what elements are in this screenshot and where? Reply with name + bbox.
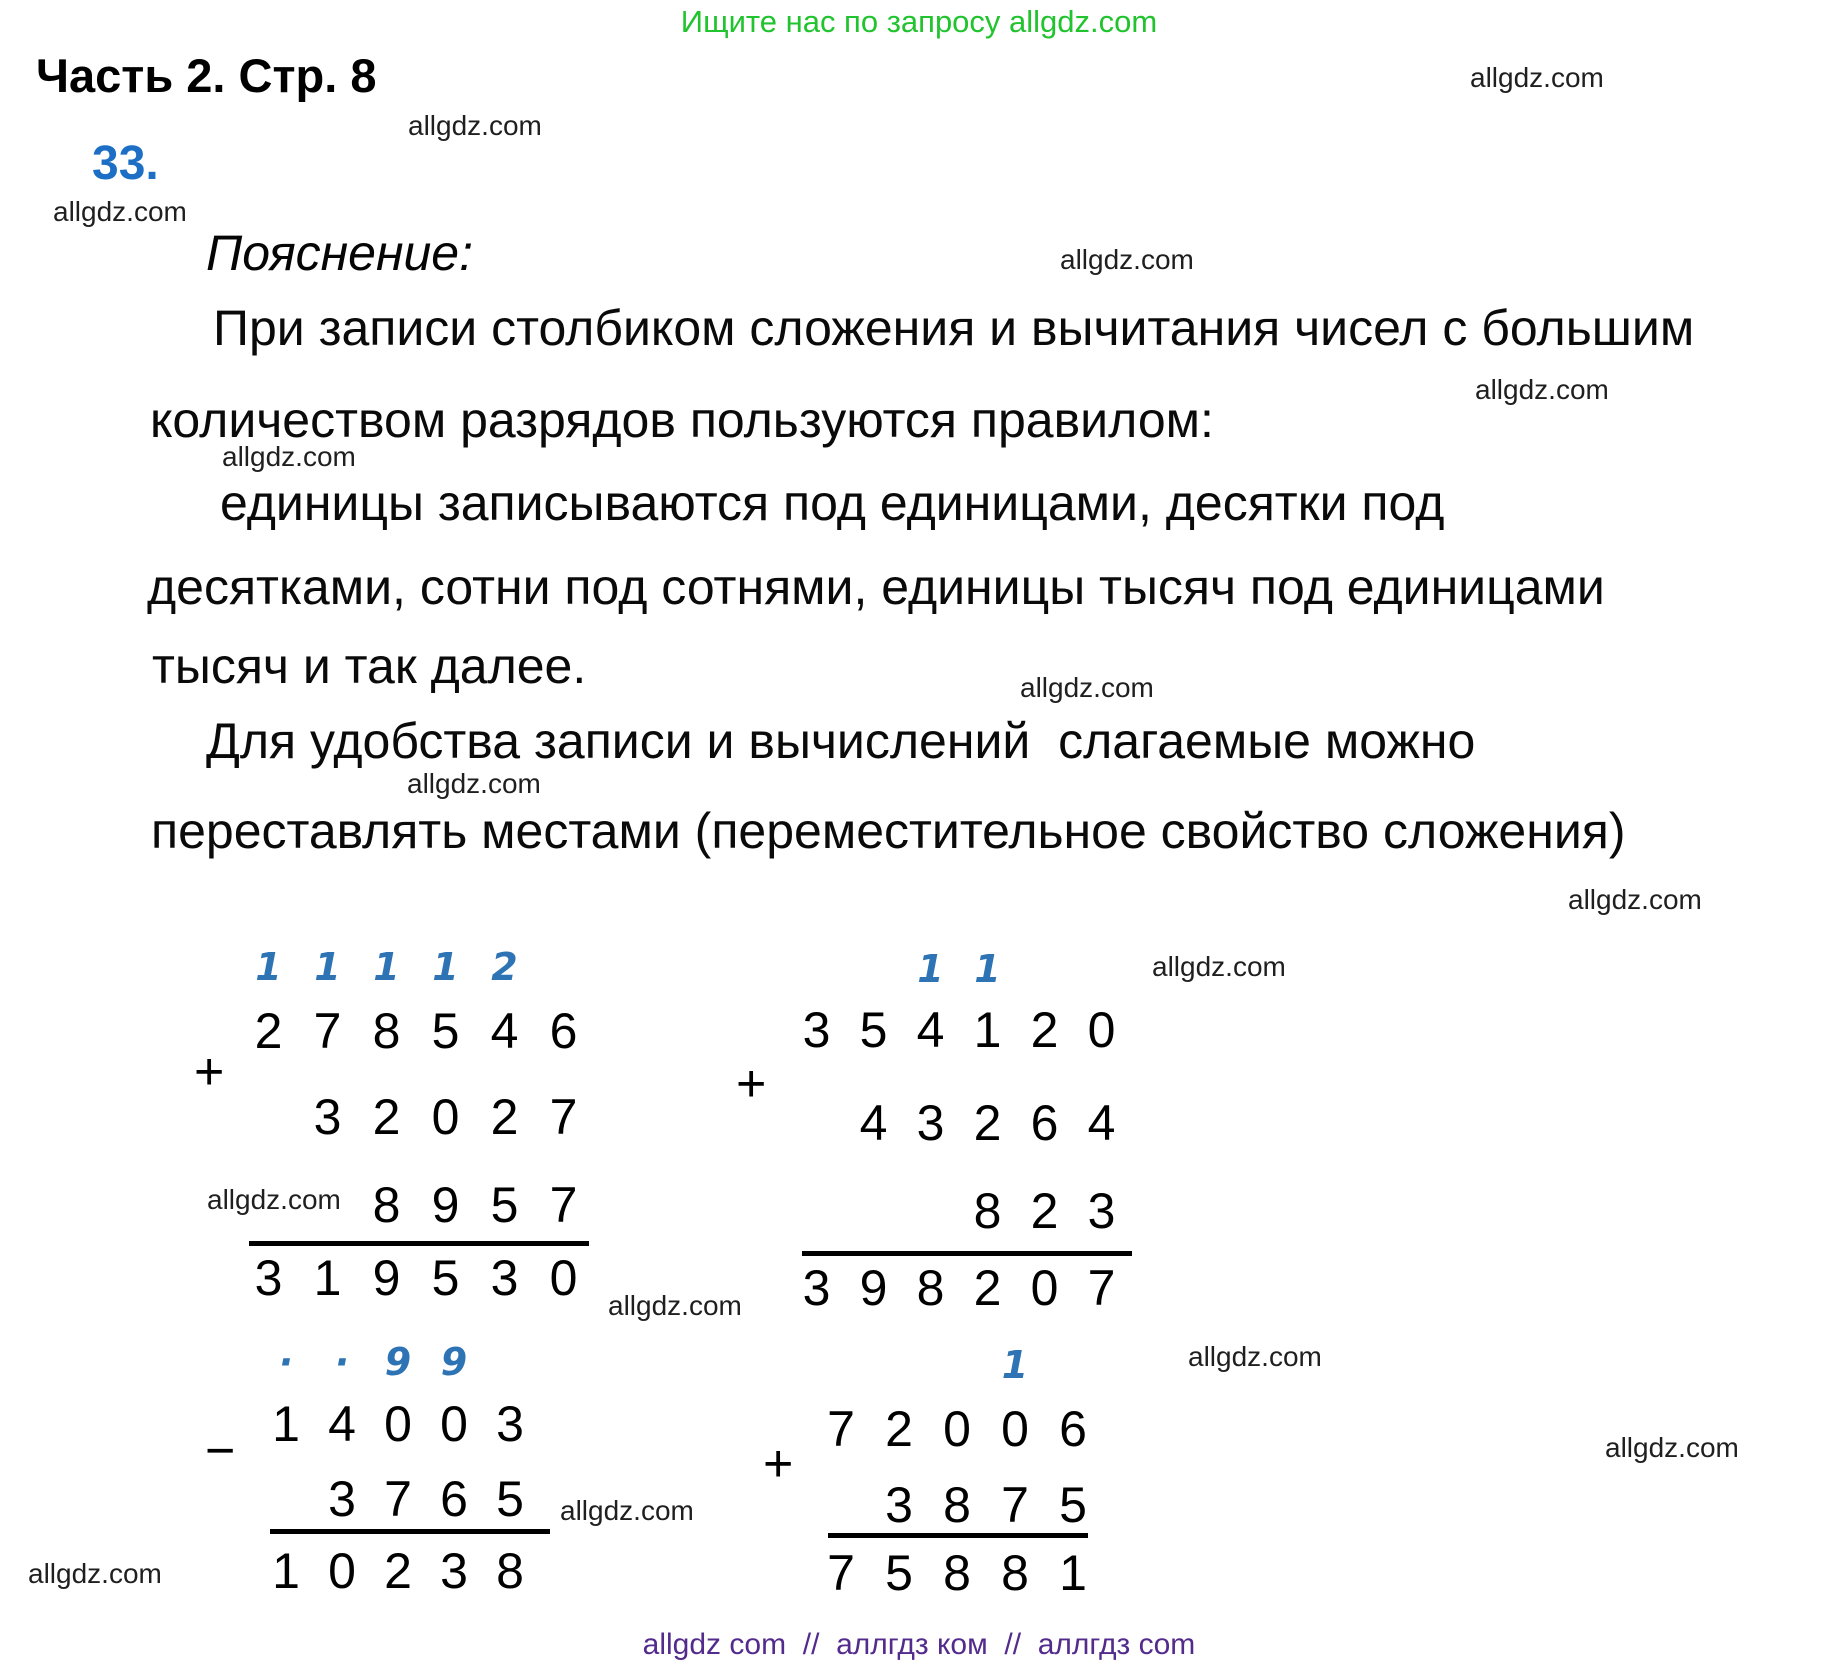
watermark: allgdz.com [608,1290,742,1321]
watermark: allgdz.com [1568,884,1702,915]
digit: 8 [372,1003,401,1059]
carry-mark [812,1344,870,1386]
digit: 8 [973,1183,1002,1239]
digit: 0 [1087,1002,1116,1058]
digit: 5 [431,1003,460,1059]
digit: 1 [313,1250,342,1306]
digit: 0 [431,1089,460,1145]
digit: 4 [916,1002,945,1058]
carry-mark: 9 [440,1340,468,1384]
digit: 3 [490,1250,519,1306]
digit [298,1180,357,1230]
digit: 1 [272,1543,300,1599]
carry-mark [482,1341,538,1383]
digit [845,1186,902,1236]
operand-row [258,1396,538,1452]
result-line [802,1251,1132,1256]
digit: 2 [973,1260,1002,1316]
operand-row [258,1471,538,1527]
carry-mark [1016,948,1073,990]
watermark: allgdz.com [1470,62,1604,93]
digit: 8 [943,1545,971,1601]
digit: 5 [490,1177,519,1233]
carry-row [788,948,1130,990]
digit: 4 [490,1003,519,1059]
digit: 3 [916,1095,945,1151]
digit: 2 [973,1095,1002,1151]
watermark: allgdz.com [53,196,187,227]
watermark: allgdz.com [1188,1341,1322,1372]
digit: 7 [549,1089,578,1145]
operand-row [788,1002,1130,1058]
task-number: 33. [92,137,159,190]
result-line [828,1533,1088,1538]
digit: 7 [384,1471,412,1527]
digit: 3 [313,1089,342,1145]
digit: 5 [431,1250,460,1306]
operator-sign: + [736,1055,767,1113]
digit: 2 [254,1003,283,1059]
digit [788,1186,845,1236]
digit: 3 [496,1396,524,1452]
digit [902,1186,959,1236]
digit: 0 [440,1396,468,1452]
digit: 7 [1087,1260,1116,1316]
carry-mark [1044,1344,1102,1386]
operand-row [812,1477,1102,1533]
carry-mark: 1 [432,945,459,989]
digit: 7 [827,1401,855,1457]
digit [239,1092,298,1142]
watermark: allgdz.com [1152,951,1286,982]
operator-sign: − [205,1422,236,1480]
digit: 8 [496,1543,524,1599]
digit [812,1480,870,1530]
carry-mark: 1 [1001,1343,1029,1387]
digit: 4 [859,1095,888,1151]
digit: 3 [802,1002,831,1058]
operand-row [788,1095,1130,1151]
digit: 9 [859,1260,888,1316]
carry-mark [1073,948,1130,990]
result-row [239,1250,593,1306]
carry-mark [870,1344,928,1386]
carry-mark [534,946,593,988]
digit: 3 [802,1260,831,1316]
paragraph-line: десятками, сотни под сотнями, единицы тысяч под единицами [147,559,1605,615]
operator-sign: + [194,1043,225,1101]
digit: 0 [1001,1401,1029,1457]
carry-mark: 2 [491,945,518,989]
carry-row [239,946,593,988]
promo-banner: Ищите нас по запросу allgdz.com [680,4,1158,39]
result-row [788,1260,1130,1316]
carry-mark: 1 [255,945,282,989]
operand-row [812,1401,1102,1457]
digit: 6 [549,1003,578,1059]
result-row [258,1543,538,1599]
digit: 5 [885,1545,913,1601]
paragraph-line: единицы записываются под единицами, десятки под [220,475,1445,531]
digit: 0 [549,1250,578,1306]
paragraph-line: Для удобства записи и вычислений слагаемые можно [206,713,1476,769]
footer-watermark: allgdz com // аллгдз ком // аллгдз com [642,1628,1196,1661]
digit: 1 [272,1396,300,1452]
paragraph-line: тысяч и так далее. [152,638,587,694]
digit: 0 [384,1396,412,1452]
digit: 3 [440,1543,468,1599]
digit: 6 [1059,1401,1087,1457]
digit: 3 [254,1250,283,1306]
digit: 8 [943,1477,971,1533]
digit [239,1180,298,1230]
digit: 0 [1030,1260,1059,1316]
carry-row [812,1344,1102,1386]
digit: 8 [372,1177,401,1233]
digit: 2 [384,1543,412,1599]
digit: 9 [372,1250,401,1306]
paragraph-line: переставлять местами (переместительное свойство сложения) [151,803,1626,859]
carry-mark: 1 [974,947,1001,991]
carry-mark: 1 [314,945,341,989]
watermark: allgdz.com [1475,374,1609,405]
digit: 6 [1030,1095,1059,1151]
carry-mark [788,948,845,990]
digit: 8 [1001,1545,1029,1601]
digit: 2 [1030,1183,1059,1239]
digit: 1 [1059,1545,1087,1601]
result-row [812,1545,1102,1601]
digit: 2 [372,1089,401,1145]
result-line [249,1241,589,1246]
digit: 0 [943,1401,971,1457]
digit: 4 [328,1396,356,1452]
operand-row [239,1177,593,1233]
digit: 5 [496,1471,524,1527]
carry-mark: · [278,1340,294,1384]
watermark: allgdz.com [207,1184,341,1215]
digit [258,1474,314,1524]
digit: 2 [885,1401,913,1457]
operator-sign: + [763,1435,794,1493]
watermark: allgdz.com [222,441,356,472]
carry-mark: 9 [384,1340,412,1384]
digit: 7 [313,1003,342,1059]
digit: 9 [431,1177,460,1233]
operand-row [239,1003,593,1059]
paragraph-line: количеством разрядов пользуются правилом: [150,392,1214,448]
paragraph-line: При записи столбиком сложения и вычитания чисел с большим [213,300,1695,356]
watermark: allgdz.com [1060,244,1194,275]
digit: 7 [1001,1477,1029,1533]
carry-row [258,1341,538,1383]
digit [788,1098,845,1148]
watermark: allgdz.com [407,768,541,799]
watermark: allgdz.com [1605,1432,1739,1463]
digit: 2 [1030,1002,1059,1058]
explanation-label: Пояснение: [206,225,473,281]
watermark: allgdz.com [408,110,542,141]
digit: 7 [549,1177,578,1233]
digit: 8 [916,1260,945,1316]
carry-mark: · [334,1340,350,1384]
digit: 1 [973,1002,1002,1058]
operand-row [239,1089,593,1145]
page-title: Часть 2. Стр. 8 [36,49,377,102]
carry-mark [845,948,902,990]
digit: 2 [490,1089,519,1145]
digit: 3 [1087,1183,1116,1239]
result-line [270,1529,550,1534]
watermark: allgdz.com [560,1495,694,1526]
carry-mark [928,1344,986,1386]
digit: 4 [1087,1095,1116,1151]
watermark: allgdz.com [28,1558,162,1589]
digit: 0 [328,1543,356,1599]
digit: 3 [885,1477,913,1533]
operand-row [788,1183,1130,1239]
digit: 7 [827,1545,855,1601]
watermark: allgdz.com [1020,672,1154,703]
digit: 6 [440,1471,468,1527]
digit: 5 [859,1002,888,1058]
carry-mark: 1 [373,945,400,989]
digit: 3 [328,1471,356,1527]
digit: 5 [1059,1477,1087,1533]
carry-mark: 1 [917,947,944,991]
